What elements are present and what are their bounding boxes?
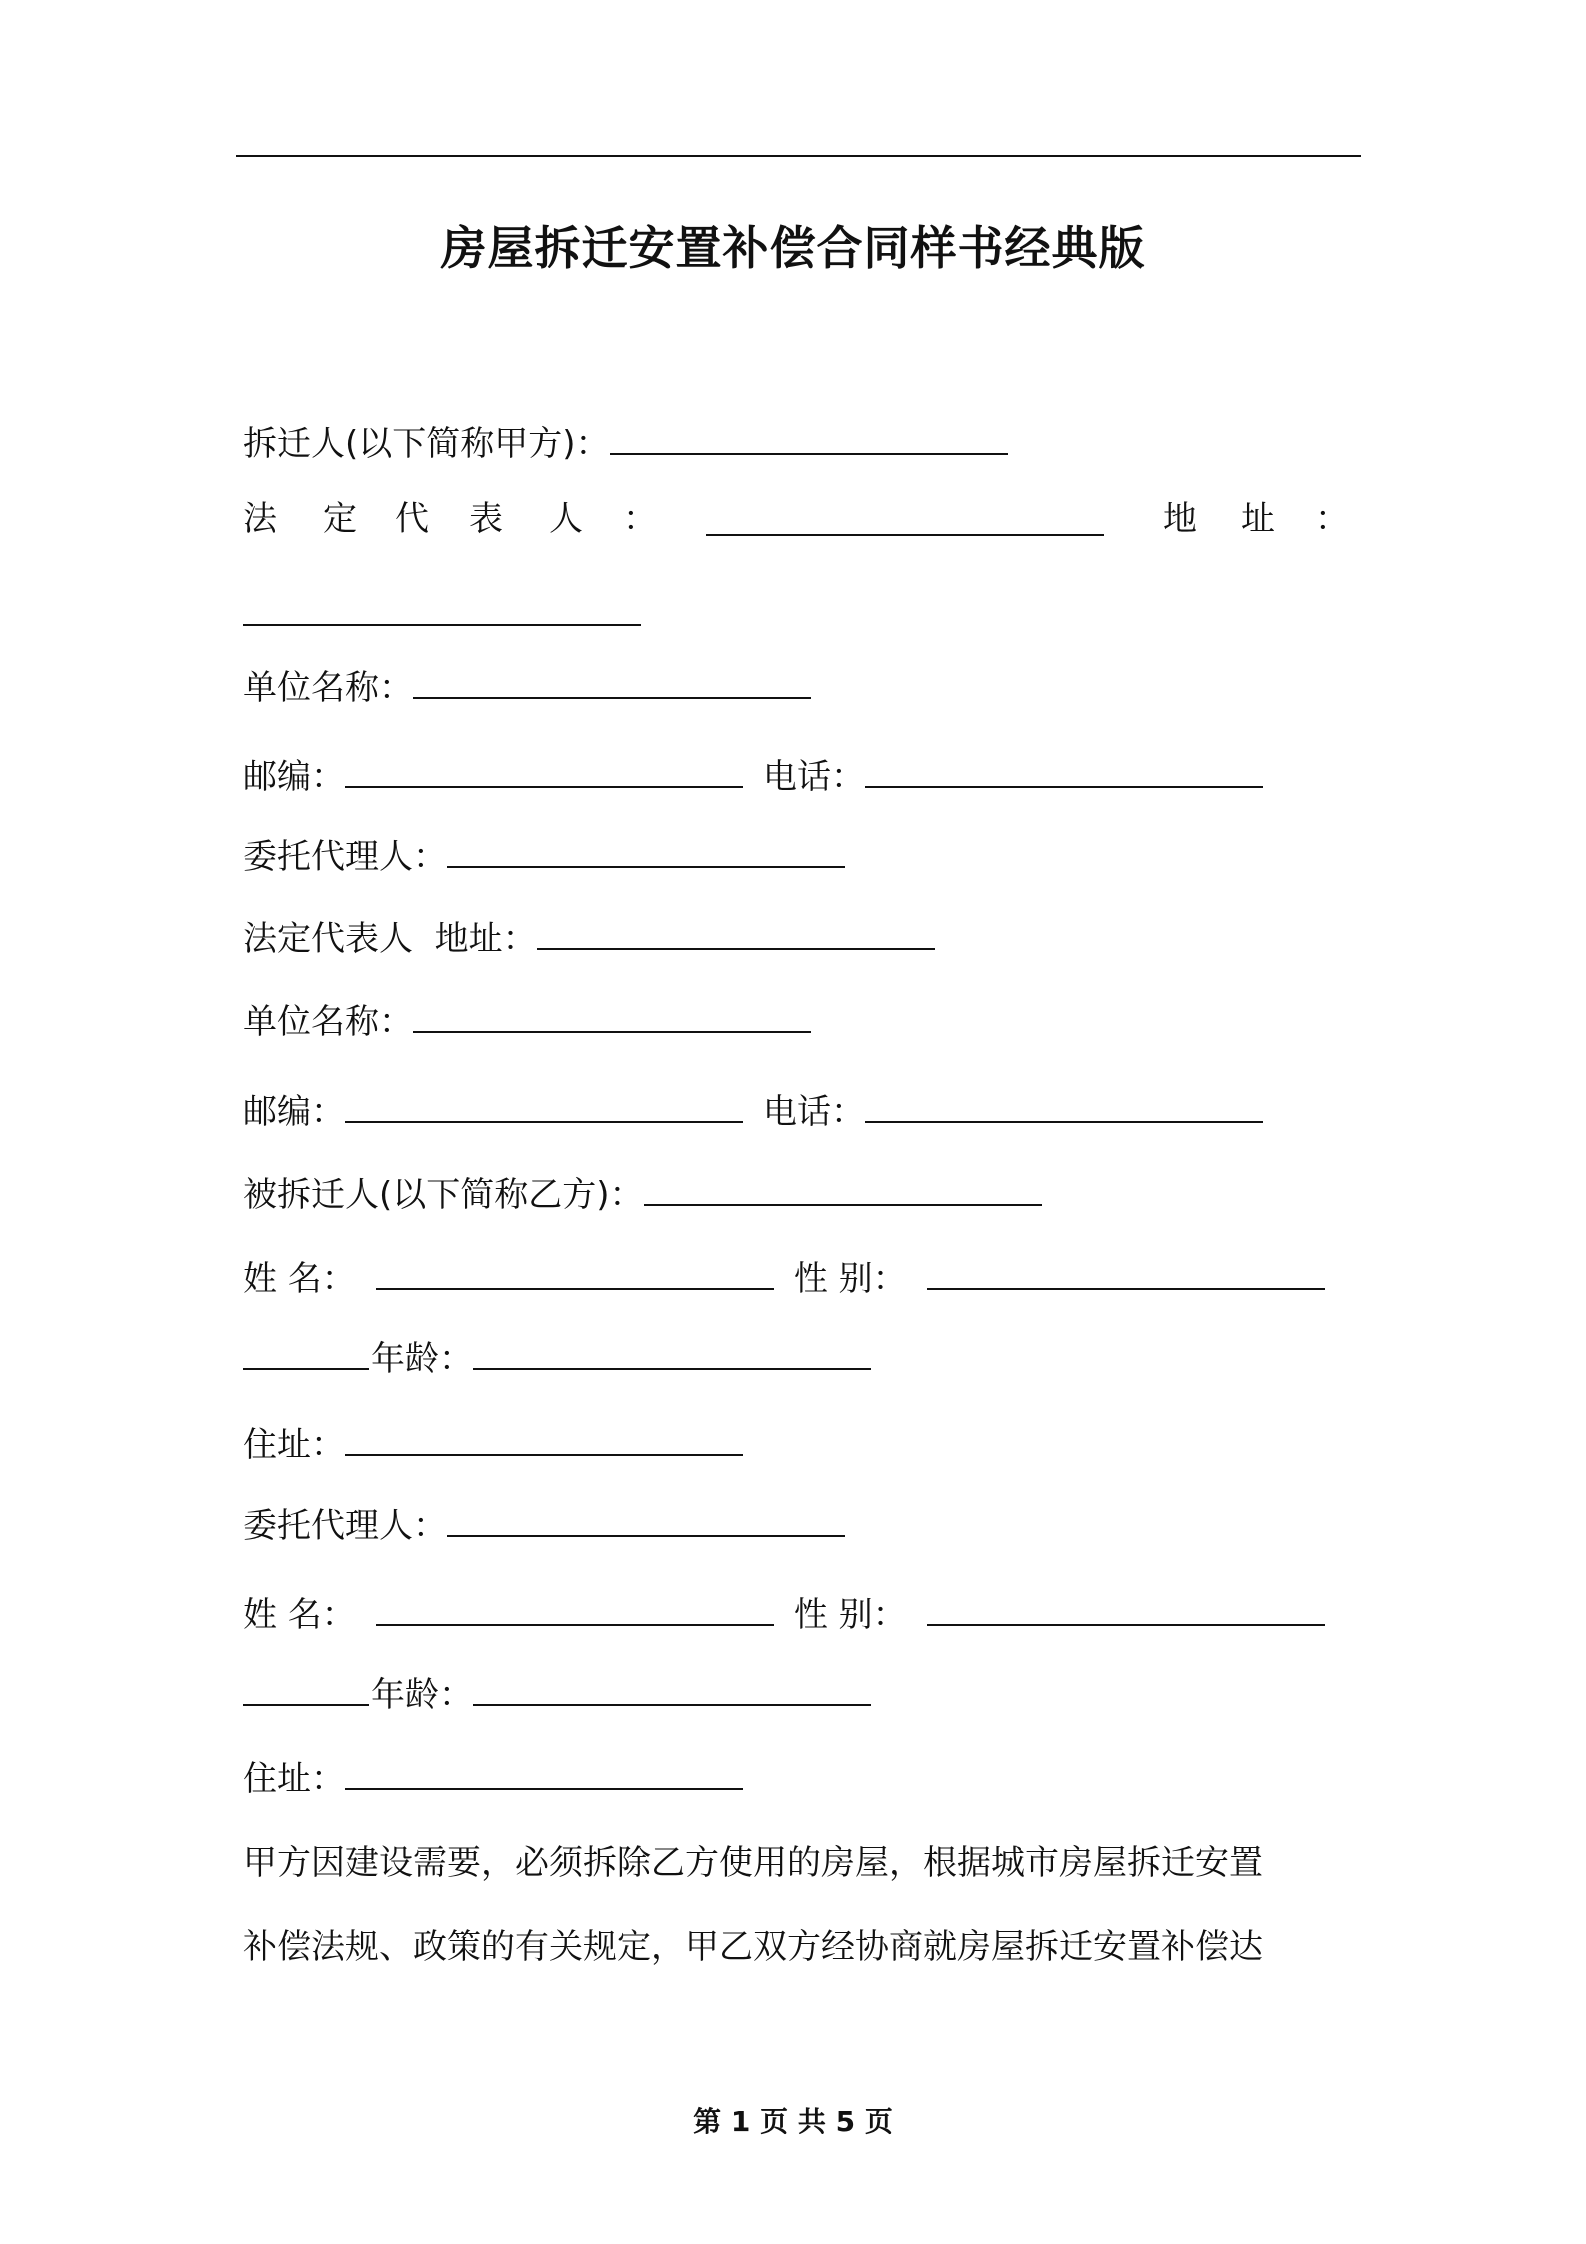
unit-name-label: 单位名称： [243,668,413,708]
age-blank-2[interactable] [473,1674,871,1706]
name-blank[interactable] [376,1258,774,1290]
postcode-label-2: 邮编： [243,1092,345,1132]
postcode-phone-line [243,756,1263,798]
agent-blank[interactable] [447,836,845,868]
phone-label-2: 电话： [763,1092,865,1132]
residence-line-2 [243,1758,743,1800]
unit-name-label-2: 单位名称： [243,1002,413,1042]
legal-rep-char: 代 [395,499,429,539]
address-char: 地 [1163,499,1197,539]
legal-rep-char: 表 [469,499,503,539]
gender-label: 性 别： [793,1259,907,1299]
legal-rep-blank[interactable] [706,504,1104,536]
legal-rep-char: 人 [549,499,583,539]
legal-rep-address-row [243,498,1349,540]
residence-label: 住址： [243,1425,345,1465]
gender-blank[interactable] [927,1258,1325,1290]
party-b-header-label: 被拆迁人(以下简称乙方)： [243,1175,644,1215]
legal-rep-char: 定 [323,499,357,539]
agent-blank-b[interactable] [447,1505,845,1537]
address-char: ： [1315,499,1349,539]
party-a-blank[interactable] [610,423,1008,455]
residence-label-2: 住址： [243,1759,345,1799]
rep-address-label: 法定代表人 地址： [243,919,537,959]
phone-label: 电话： [763,757,865,797]
phone-blank[interactable] [865,756,1263,788]
body-paragraph-line-1: 甲方因建设需要，必须拆除乙方使用的房屋，根据城市房屋拆迁安置 [243,1843,1263,1883]
rep-address-line [243,918,935,960]
age-label: 年龄： [371,1339,473,1379]
header-rule [236,155,1361,157]
age-blank[interactable] [473,1338,871,1370]
age-label-2: 年龄： [371,1675,473,1715]
unit-name-line-2 [243,1001,811,1043]
agent-line [243,836,845,878]
age-line-2 [243,1674,871,1716]
postcode-phone-line-2 [243,1091,1263,1133]
name-label-2: 姓 名： [243,1595,356,1635]
page-number: 第 1 页 共 5 页 [693,2105,893,2138]
agent-label: 委托代理人： [243,837,447,877]
gender-label-2: 性 别： [793,1595,907,1635]
name-label: 姓 名： [243,1259,356,1299]
postcode-label: 邮编： [243,757,345,797]
postcode-blank[interactable] [345,756,743,788]
party-a-header-line [243,423,1008,465]
address-char: 址 [1241,499,1275,539]
residence-blank-2[interactable] [345,1758,743,1790]
gender-blank-continued[interactable] [243,1338,369,1370]
party-b-blank[interactable] [644,1174,1042,1206]
age-line [243,1338,871,1380]
agent-line-b [243,1505,845,1547]
residence-line [243,1424,743,1466]
gender-blank-continued-2[interactable] [243,1674,369,1706]
name-gender-line-2 [243,1594,1325,1636]
unit-name-line [243,667,811,709]
legal-rep-char: 法 [243,499,277,539]
unit-name-blank[interactable] [413,667,811,699]
party-a-header-label: 拆迁人(以下简称甲方)： [243,424,610,464]
postcode-blank-2[interactable] [345,1091,743,1123]
party-b-header-line [243,1174,1042,1216]
residence-blank[interactable] [345,1424,743,1456]
body-paragraph-line-2: 补偿法规、政策的有关规定，甲乙双方经协商就房屋拆迁安置补偿达 [243,1927,1263,1967]
document-title: 房屋拆迁安置补偿合同样书经典版 [440,221,1146,275]
phone-blank-2[interactable] [865,1091,1263,1123]
name-blank-2[interactable] [376,1594,774,1626]
agent-label-b: 委托代理人： [243,1506,447,1546]
name-gender-line [243,1258,1325,1300]
address-blank-line [243,594,641,636]
unit-name-blank-2[interactable] [413,1001,811,1033]
legal-rep-char: ： [623,499,657,539]
address-blank[interactable] [243,594,641,626]
rep-address-blank[interactable] [537,918,935,950]
gender-blank-2[interactable] [927,1594,1325,1626]
